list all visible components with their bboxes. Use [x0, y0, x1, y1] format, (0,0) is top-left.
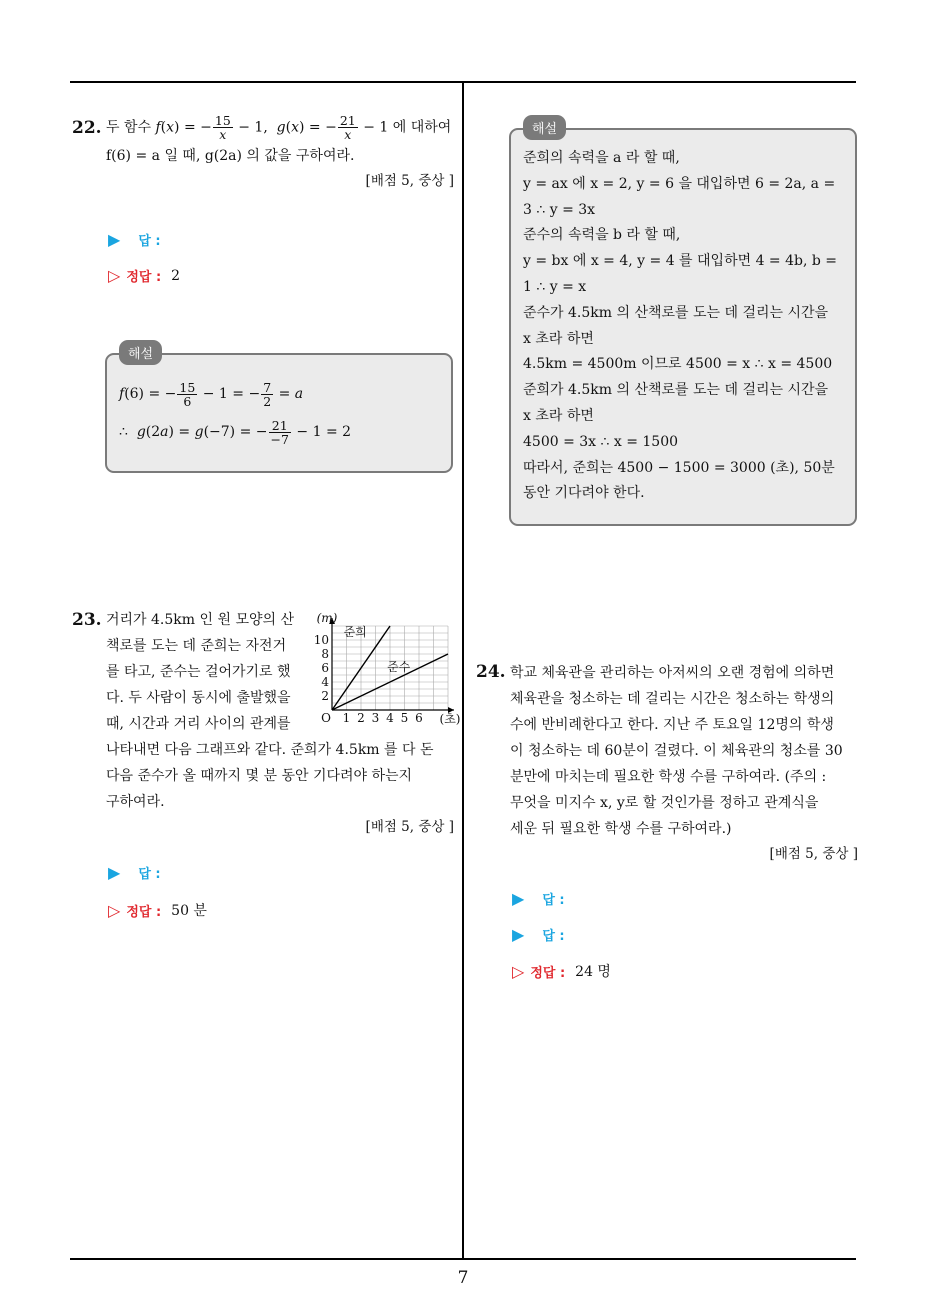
q22-function-def: f — [155, 119, 161, 136]
q23-expl-line-5: y = bx 에 x = 4, y = 4 를 대입하면 4 = 4b, b = — [523, 253, 838, 270]
q23-correct-value: 50 분 — [171, 903, 207, 919]
series-label-1: 준희 — [343, 624, 367, 639]
y-tick-label: 4 — [321, 675, 329, 689]
q23-line-4: 다. 두 사람이 동시에 출발했을 — [106, 690, 291, 706]
q24-correct-value: 24 명 — [575, 964, 611, 980]
q23-expl-line-6: 1 ∴ y = x — [523, 278, 587, 295]
q23-expl-line-1: 준희의 속력을 a 라 할 때, — [523, 150, 680, 166]
q23-correct-row — [108, 900, 207, 920]
q24-line-5: 분만에 마치는데 필요한 학생 수를 구하여라. (주의 : — [510, 769, 827, 785]
q23-line-3: 를 타고, 준수는 걸어가기로 했 — [106, 664, 291, 680]
q22-meta: [배점 5, 중상 ] — [365, 173, 454, 189]
y-tick-label: 2 — [321, 689, 329, 703]
series-label-2: 준수 — [387, 659, 411, 674]
open-triangle-icon: ▷ — [512, 961, 525, 981]
q23-expl-line-8: x 초라 하면 — [523, 330, 594, 347]
q24-answer-row-1[interactable] — [512, 889, 565, 908]
answer-label: 답 : — [138, 867, 161, 882]
q24-line-2: 체육관을 청소하는 데 걸리는 시간은 청소하는 학생의 — [510, 691, 835, 707]
q23-expl-line-14: 동안 기다려야 한다. — [523, 485, 645, 502]
question-23-number: 23. — [72, 610, 102, 630]
q23-expl-line-13: 따라서, 준희는 4500 − 1500 = 3000 (초), 50분 — [523, 459, 835, 476]
correct-label: 정답 : — [126, 270, 162, 285]
x-tick-label: 4 — [386, 711, 394, 725]
q23-expl-line-3: 3 ∴ y = 3x — [523, 201, 596, 218]
correct-label: 정답 : — [530, 965, 566, 981]
q23-line-7: 다음 준수가 올 때까지 몇 분 동안 기다려야 하는지 — [106, 768, 413, 784]
open-triangle-icon: ▷ — [108, 266, 121, 285]
q23-expl-line-12: 4500 = 3x ∴ x = 1500 — [523, 433, 679, 450]
q24-line-4: 이 청소하는 데 60분이 걸렸다. 이 체육관의 청소를 30 — [510, 743, 843, 759]
question-22-number: 22. — [72, 118, 102, 138]
column-divider — [462, 82, 464, 1259]
answer-label: 답 : — [138, 234, 161, 249]
q22-expl-line-2: ∴ g(2a) = g(−7) = − $\frac{21}{-7}$ − 1 = 2 — [119, 417, 352, 447]
q23-expl-line-4: 준수의 속력을 b 라 할 때, — [523, 227, 681, 244]
q23-answer-row[interactable] — [108, 863, 161, 882]
q22-line1-post: 에 대하여 — [392, 119, 452, 136]
explanation-tag: 해설 — [119, 340, 162, 365]
question-24-text — [510, 660, 858, 862]
play-icon: ▶ — [512, 889, 525, 908]
y-axis-label: (m) — [316, 612, 338, 625]
y-tick-label: 10 — [313, 633, 329, 647]
x-tick-label: 6 — [415, 711, 423, 725]
q24-line-1: 학교 체육관을 관리하는 아저씨의 오랜 경험에 의하면 — [510, 665, 835, 681]
q22-correct-row — [108, 266, 180, 285]
q24-correct-row — [512, 961, 611, 981]
q22-line1-pre: 두 함수 — [106, 119, 152, 136]
q24-line-7: 세운 뒤 필요한 학생 수를 구하여라.) — [510, 821, 732, 837]
play-icon: ▶ — [108, 230, 121, 249]
page-number: 7 — [457, 1268, 469, 1288]
explanation-tag: 해설 — [523, 115, 566, 140]
answer-label: 답 : — [542, 893, 565, 908]
question-24-number: 24. — [476, 662, 506, 682]
q23-line-5: 때, 시간과 거리 사이의 관계를 — [106, 716, 291, 732]
q23-line-8: 구하여라. — [106, 794, 165, 810]
q23-line-6: 나타내면 다음 그래프와 같다. 준희가 4.5km 를 다 돈 — [106, 742, 434, 758]
q24-answer-row-2[interactable] — [512, 925, 565, 944]
x-tick-label: 2 — [357, 711, 365, 725]
q23-expl-line-9: 4.5km = 4500m 이므로 4500 = x ∴ x = 4500 — [523, 356, 833, 373]
open-triangle-icon: ▷ — [108, 900, 121, 920]
x-tick-label: 1 — [342, 711, 351, 725]
q24-meta: [배점 5, 중상 ] — [769, 846, 858, 862]
q24-line-3: 수에 반비례한다고 한다. 지난 주 토요일 12명의 학생 — [510, 717, 834, 733]
q23-expl-line-10: 준희가 4.5km 의 산책로를 도는 데 걸리는 시간을 — [523, 382, 829, 399]
x-axis-label: (초) — [439, 712, 460, 726]
bottom-rule — [70, 1258, 856, 1260]
q22-correct-value: 2 — [171, 267, 181, 284]
q23-expl-line-7: 준수가 4.5km 의 산책로를 도는 데 걸리는 시간을 — [523, 304, 829, 321]
q23-expl-line-2: y = ax 에 x = 2, y = 6 을 대입하면 6 = 2a, a = — [523, 175, 836, 192]
q22-line2: f(6) = a 일 때, g(2a) 의 값을 구하여라. — [106, 148, 355, 164]
y-tick-label: 8 — [321, 647, 329, 661]
play-icon: ▶ — [512, 925, 525, 944]
play-icon: ▶ — [108, 863, 121, 882]
answer-label: 답 : — [542, 929, 565, 944]
distance-time-chart — [312, 612, 460, 727]
x-tick-label: 5 — [400, 711, 409, 725]
origin-label: O — [321, 711, 331, 725]
q22-expl-line-1: f(6) = − $\frac{15}{6}$ − 1 = − $\frac{7}{2}$ = a — [119, 379, 304, 409]
q23-explanation-box — [509, 122, 857, 526]
question-23-text-full — [106, 737, 454, 835]
question-22-text: 두 함수 f(x) = − $\frac{15}{x}$ − 1, g(x) = − $\frac{21}{x}$ − 1 에 대하여 f(6) = a 일 때, g(2a) 의 값을 구하여라. [배점 5, 중상 ] — [106, 113, 454, 189]
correct-label: 정답 : — [126, 904, 162, 920]
q23-expl-line-11: x 초라 하면 — [523, 407, 594, 424]
question-23-text-short — [106, 607, 321, 737]
q23-line-2: 책로를 도는 데 준희는 자전거 — [106, 638, 287, 654]
q23-meta: [배점 5, 중상 ] — [365, 819, 454, 835]
q22-explanation-box — [105, 347, 453, 473]
q23-line-1: 거리가 4.5km 인 원 모양의 산 — [106, 612, 294, 628]
x-tick-label: 3 — [371, 711, 380, 725]
q22-answer-row[interactable] — [108, 230, 161, 249]
y-tick-label: 6 — [321, 661, 329, 675]
q24-line-6: 무엇을 미지수 x, y로 할 것인가를 정하고 관계식을 — [510, 795, 819, 811]
